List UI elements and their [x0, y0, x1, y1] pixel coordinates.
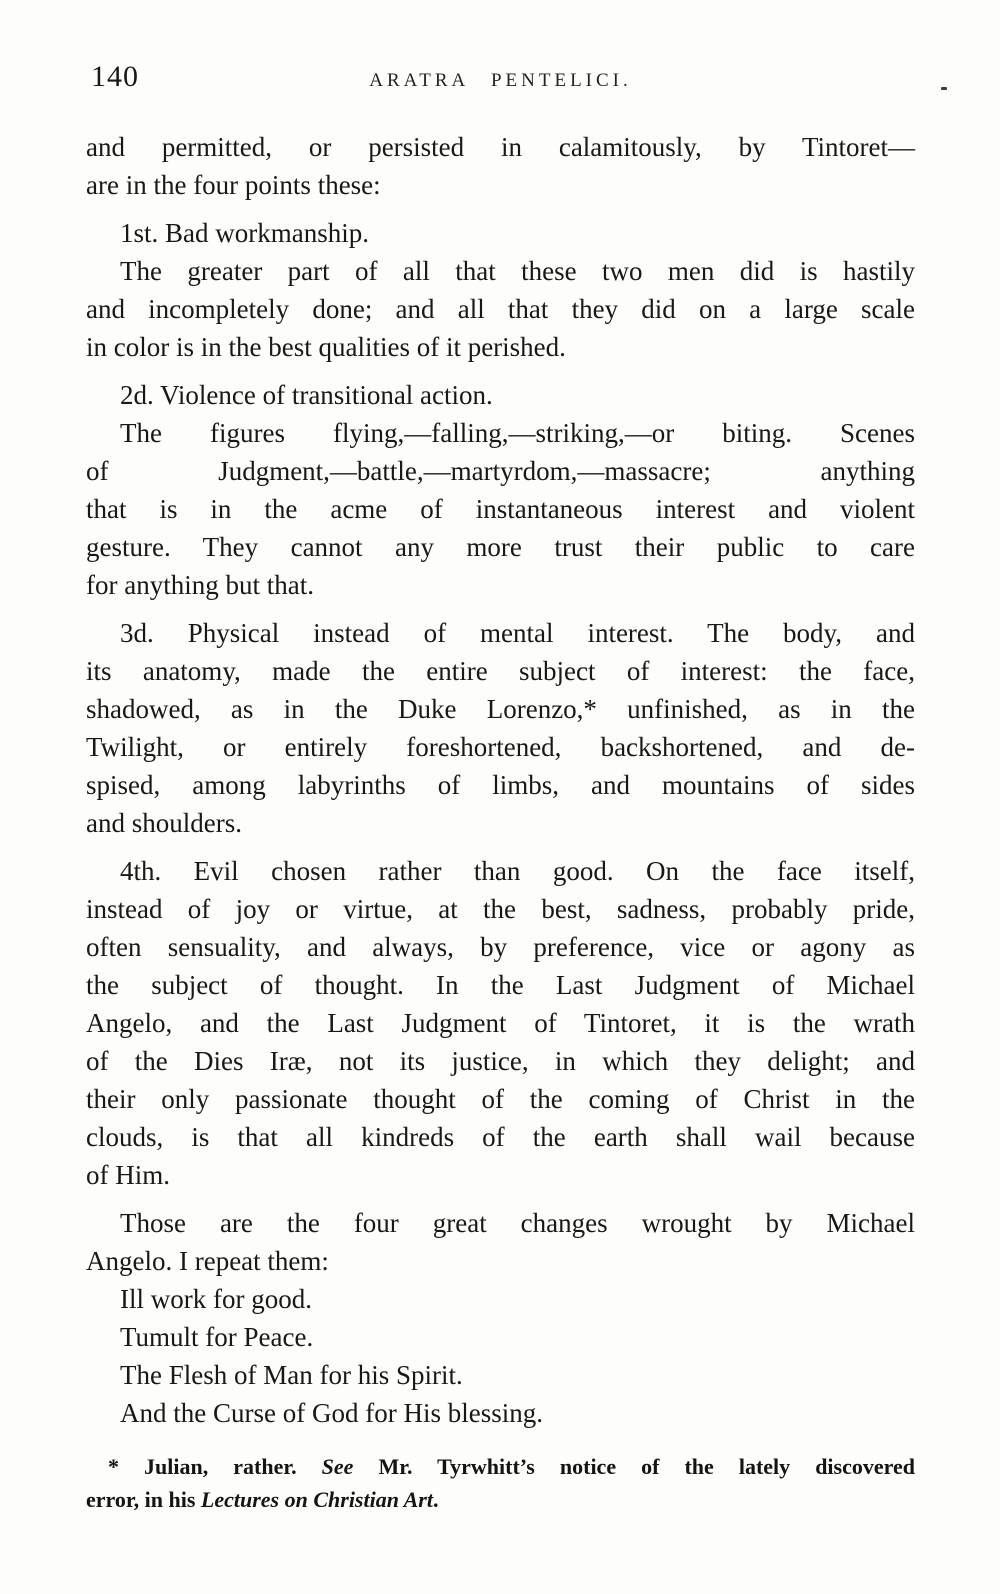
paragraph [86, 214, 915, 252]
text-line: often sensuality, and always, by preference, vice or agony as [86, 932, 915, 962]
text-line: And the Curse of God for His blessing. [120, 1398, 543, 1428]
page-header [86, 62, 915, 96]
text-line: clouds, is that all kindreds of the earth shall wail because [86, 1122, 915, 1152]
text-line: Angelo, and the Last Judgment of Tintoret, it is the wrath [86, 1008, 915, 1038]
paragraph [86, 376, 915, 414]
text-line: Tumult for Peace. [120, 1322, 314, 1352]
text-line: Those are the four great changes wrought by Michael [120, 1208, 915, 1238]
text-line: The Flesh of Man for his Spirit. [120, 1360, 463, 1390]
list-line [86, 1356, 915, 1394]
text-line: spised, among labyrinths of limbs, and mountains of sides [86, 770, 915, 800]
list-line [86, 1394, 915, 1432]
text-line: for anything but that. [86, 570, 314, 600]
text-line: The greater part of all that these two men did is hastily [120, 256, 915, 286]
text-line: gesture. They cannot any more trust their public to care [86, 532, 915, 562]
text-line: of Judgment,—battle,—martyrdom,—massacre; anything [86, 456, 915, 486]
list-line [86, 1280, 915, 1318]
paragraph [86, 252, 915, 366]
text-line: Angelo. I repeat them: [86, 1246, 329, 1276]
text-line: and shoulders. [86, 808, 242, 838]
text-line: Ill work for good. [120, 1284, 312, 1314]
footnote-line [86, 1483, 915, 1516]
text-line: 3d. Physical instead of mental interest. The body, and [120, 618, 915, 648]
paragraph [86, 414, 915, 604]
page-number: 140 [91, 60, 139, 93]
footnote-text: . [432, 1487, 439, 1512]
text-line: are in the four points these: [86, 170, 381, 200]
text-line: instead of joy or virtue, at the best, sadness, probably pride, [86, 894, 915, 924]
text-line: 4th. Evil chosen rather than good. On the face itself, [120, 856, 915, 886]
text-line: of Him. [86, 1160, 170, 1190]
text-line: in color is in the best qualities of it perished. [86, 332, 566, 362]
text-line: Twilight, or entirely foreshortened, backshortened, and de- [86, 732, 915, 762]
text-line: shadowed, as in the Duke Lorenzo,* unfinished, as in the [86, 694, 915, 724]
paragraph [86, 852, 915, 1194]
text-line: the subject of thought. In the Last Judgment of Michael [86, 970, 915, 1000]
text-line: 1st. Bad workmanship. [120, 218, 369, 248]
footnote [86, 1450, 915, 1516]
list-line [86, 1318, 915, 1356]
text-line: and incompletely done; and all that they did on a large scale [86, 294, 915, 324]
footnote-text: Mr. Tyrwhitt’s notice of the lately discovered [353, 1454, 916, 1479]
text-line: of the Dies Iræ, not its justice, in which they delight; and [86, 1046, 915, 1076]
footnote-text: error, in his [86, 1487, 201, 1512]
text-line: its anatomy, made the entire subject of interest: the face, [86, 656, 915, 686]
paragraph [86, 1204, 915, 1280]
footnote-italic: Lectures on Christian Art [200, 1487, 433, 1512]
text-line: 2d. Violence of transitional action. [120, 380, 493, 410]
paragraph [86, 128, 915, 204]
footnote-italic: See [321, 1454, 354, 1479]
text-line: that is in the acme of instantaneous interest and violent [86, 494, 915, 524]
scan-speck [941, 87, 947, 90]
running-title: ARATRA PENTELICI. [369, 70, 632, 91]
footnote-text: * Julian, rather. [108, 1454, 322, 1479]
footnote-line [86, 1450, 915, 1483]
text-line: their only passionate thought of the coming of Christ in the [86, 1084, 915, 1114]
text-line: The figures flying,—falling,—striking,—or biting. Scenes [120, 418, 915, 448]
paragraph [86, 614, 915, 842]
text-line: and permitted, or persisted in calamitously, by Tintoret— [86, 132, 915, 162]
page-body [86, 128, 915, 1432]
